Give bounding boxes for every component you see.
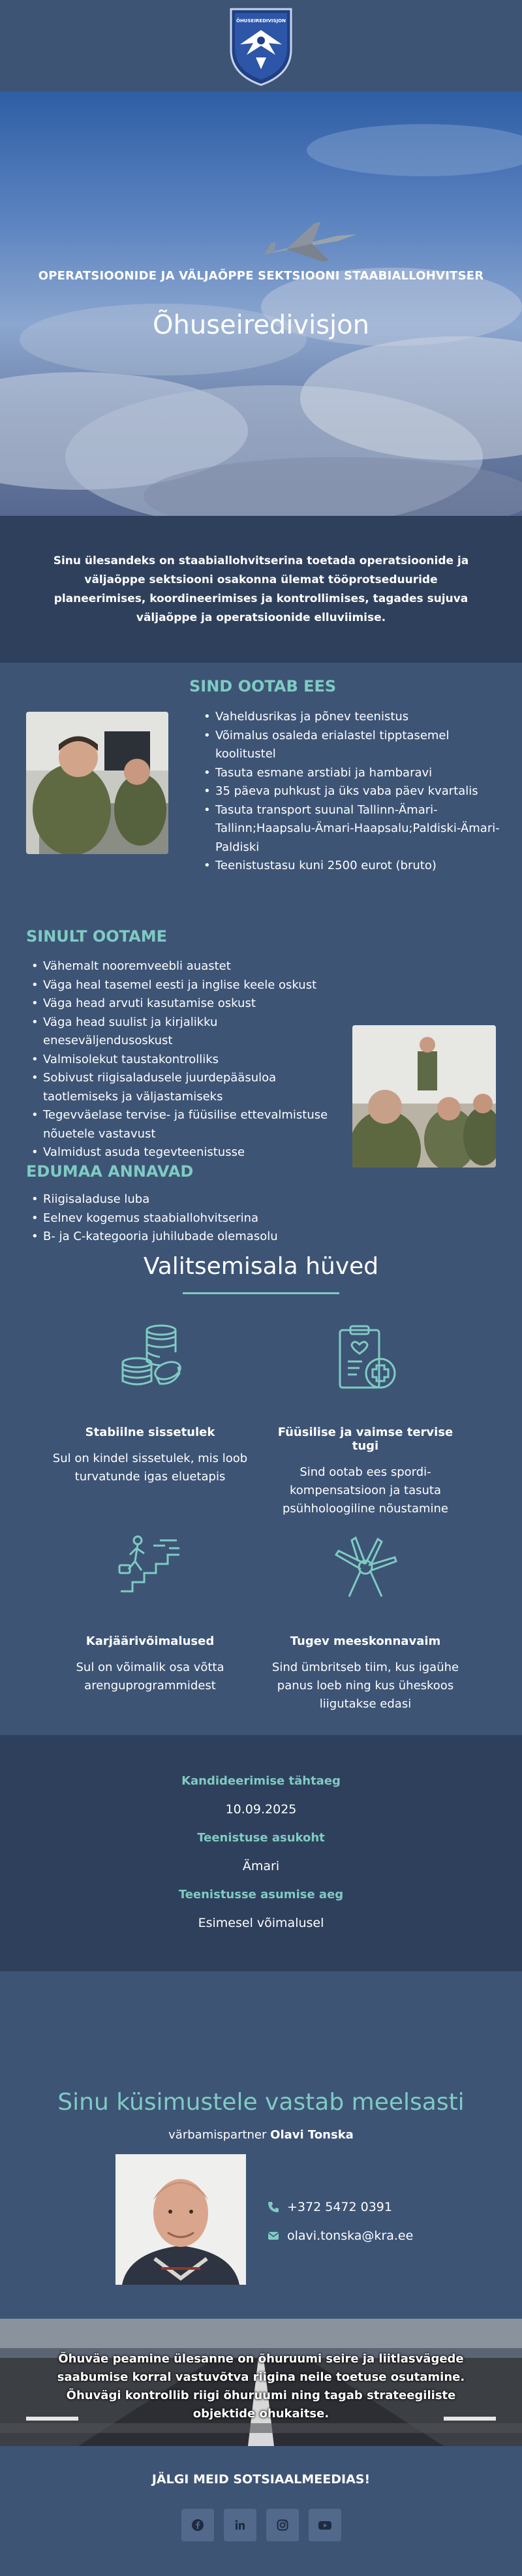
air-force-crest-icon (227, 4, 295, 87)
list-item: • B- ja C-kategooria juhilubade olemasolu (29, 1228, 355, 1247)
coins-icon (114, 1322, 186, 1394)
hero-section (0, 91, 522, 516)
soldiers-office-photo (26, 712, 168, 854)
contact-phone[interactable] (268, 2200, 392, 2214)
youtube-button[interactable] (309, 2509, 341, 2541)
list-item: • Tasuta transport suunal Tallinn-Ämari-Tallinn;Haapsalu-Ämari-Haapsalu;Paldiski-Ämari-Paldiski (201, 801, 501, 857)
list-item: • Väga head arvuti kasutamise oskust (29, 994, 342, 1013)
list-item: • Vaheldusrikas ja põnev teenistus (201, 708, 501, 727)
advantage-list (29, 1190, 355, 1247)
list-item: • Valmidust asuda tegevteenistusse (29, 1143, 342, 1162)
benefit-text: Sul on võimalik osa võtta arenguprogrammidest (76, 1661, 224, 1693)
contact-email[interactable] (268, 2229, 413, 2243)
benefits-divider (183, 1292, 339, 1294)
list-item: • Sobivust riigisaladusele juurdepääsuloa taotlemiseks ja väljastamiseks (29, 1069, 342, 1106)
benefit-text: Sind ootab ees spordi-kompensatsioon ja tasuta psühholoogiline nõustamine (282, 1465, 448, 1516)
offer-list (201, 708, 501, 876)
mission-text: Sinu ülesandeks on staabiallohvitserina toetada operatsioonide ja väljaõppe sektsiooni osakonna ülemat tööprotseduuride planeerimises, koordineerimises ja kontrollimises, tagades sujuva väljaõppe ja operatsioonide elluviimise. (53, 554, 469, 624)
contact-section (0, 1971, 522, 2319)
start-label: Teenistusse asumise aeg (178, 1888, 344, 1901)
advantage-heading: EDUMAA ANNAVAD (26, 1162, 194, 1181)
team-hands-icon (330, 1531, 401, 1603)
benefit-title: Tugev meeskonnavaim (290, 1634, 441, 1648)
social-section (0, 2446, 522, 2560)
list-item: • Riigisaladuse luba (29, 1190, 355, 1209)
benefit-card (49, 1322, 251, 1486)
hero-title: Õhuseiredivisjon (153, 310, 369, 340)
list-item: • Võimalus osaleda erialastel tipptasemel koolitustel (201, 727, 501, 764)
expect-section (0, 927, 522, 1250)
start-value: Esimesel võimalusel (198, 1916, 324, 1930)
expect-heading: SINULT OOTAME (26, 927, 167, 946)
benefit-title: Füüsilise ja vaimse tervise tugi (277, 1425, 453, 1453)
facebook-icon (191, 2519, 204, 2532)
youtube-icon (318, 2519, 332, 2532)
email-address[interactable]: olavi.tonska@kra.ee (287, 2229, 414, 2243)
benefits-title: Valitsemisala hüved (143, 1253, 379, 1280)
facebook-button[interactable] (181, 2509, 214, 2541)
list-item: • Tegevväelase tervise- ja füüsilise ettevalmistuse nõuetele vastavust (29, 1106, 342, 1143)
contact-title: Sinu küsimustele vastab meelsasti (57, 2089, 465, 2116)
runway-banner (0, 2319, 522, 2446)
banner-text: Õhuväe peamine ülesanne on õhuruumi seire ja liitlasvägede saabumise korral vastuvõtva riigina neile toetuse osutamine. Õhuvägi kontrollib riigi õhuruumi ning tagab strateegiliste objektide ohukaitse. (57, 2352, 465, 2421)
career-stairs-icon (114, 1531, 186, 1603)
soldiers-classroom-photo (352, 1025, 496, 1168)
envelope-icon (268, 2230, 279, 2242)
hero-subtitle: OPERATSIOONIDE JA VÄLJAÕPPE SEKTSIOONI STAABIALLOHVITSER (38, 269, 484, 283)
list-item: • Väga head suulist ja kirjalikku eneseväljendusoskust (29, 1013, 342, 1051)
list-item: • Teenistustasu kuni 2500 eurot (bruto) (201, 857, 501, 876)
location-label: Teenistuse asukoht (197, 1831, 325, 1845)
benefit-card (264, 1322, 467, 1518)
fighter-jet-image (257, 215, 361, 274)
contact-name: Olavi Tonska (270, 2128, 354, 2142)
list-item: • Tasuta esmane arstiabi ja hambaravi (201, 764, 501, 783)
deadline-label: Kandideerimise tähtaeg (181, 1774, 341, 1788)
social-icons (0, 2509, 522, 2541)
location-value: Ämari (242, 1859, 280, 1873)
linkedin-icon (234, 2519, 247, 2532)
benefits-section (0, 1250, 522, 1735)
phone-number[interactable]: +372 5472 0391 (287, 2200, 392, 2214)
offer-section (0, 663, 522, 927)
offer-heading: SIND OOTAB EES (189, 677, 337, 695)
contact-role: värbamispartner (168, 2128, 267, 2142)
benefit-title: Stabiilne sissetulek (85, 1425, 215, 1439)
instagram-icon (276, 2519, 289, 2532)
crest-text: ÕHUSEIREDIVISJON (236, 18, 286, 24)
linkedin-button[interactable] (224, 2509, 256, 2541)
benefit-card (264, 1531, 467, 1713)
phone-icon (268, 2201, 279, 2213)
benefit-card (49, 1531, 251, 1695)
list-item: • Väga heal tasemel eesti ja inglise keele oskust (29, 976, 342, 995)
list-item: • 35 päeva puhkust ja üks vaba päev kvartalis (201, 782, 501, 801)
medical-clipboard-icon (330, 1322, 401, 1394)
requirements-list (29, 957, 342, 1162)
details-section (0, 1735, 522, 1971)
mission-section (0, 516, 522, 663)
benefit-text: Sind ümbritseb tiim, kus igaühe panus loeb ning kus üheskoos liigutakse edasi (271, 1661, 459, 1711)
contact-subtitle (0, 2128, 522, 2142)
deadline-value: 10.09.2025 (225, 1802, 297, 1817)
top-bar (0, 0, 522, 91)
benefit-title: Karjäärivõimalused (85, 1634, 215, 1648)
list-item: • Vähemalt nooremveebli auastet (29, 957, 342, 976)
instagram-button[interactable] (266, 2509, 299, 2541)
list-item: • Eelnev kogemus staabiallohvitserina (29, 1209, 355, 1228)
contact-portrait (115, 2154, 246, 2285)
benefit-text: Sul on kindel sissetulek, mis loob turvatunde igas eluetapis (52, 1452, 248, 1484)
list-item: • Valmisolekut taustakontrolliks (29, 1051, 342, 1070)
hero-sky-image (0, 91, 522, 516)
social-title: JÄLGI MEID SOTSIAALMEEDIAS! (151, 2472, 371, 2487)
